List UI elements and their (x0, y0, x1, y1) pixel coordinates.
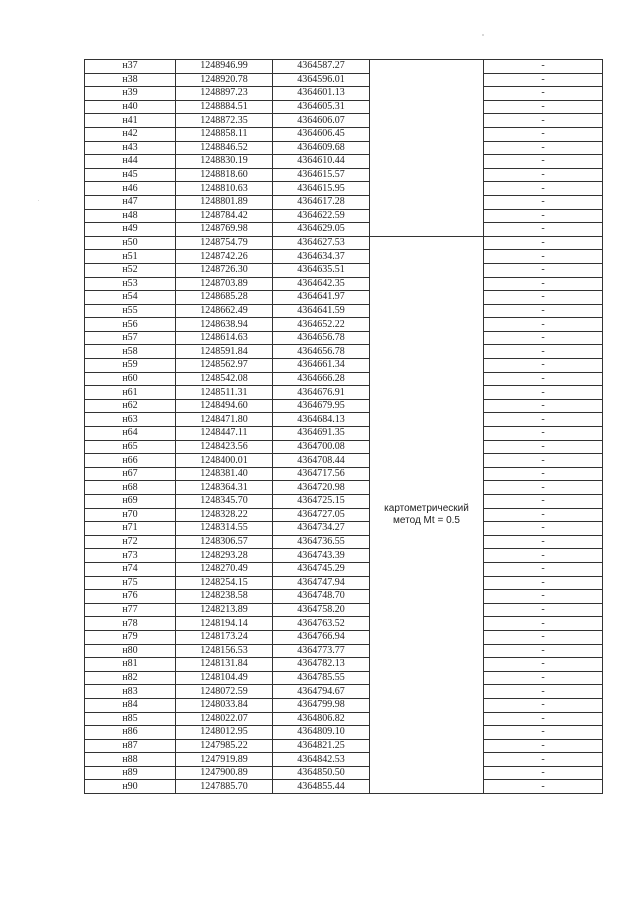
dash-cell: - (484, 209, 603, 223)
point-name-cell: н85 (85, 712, 176, 726)
y-coordinate-cell: 4364821.25 (273, 739, 370, 753)
x-coordinate-cell: 1248270.49 (176, 562, 273, 576)
y-coordinate-cell: 4364622.59 (273, 209, 370, 223)
table-row (85, 671, 603, 685)
point-name-cell: н86 (85, 726, 176, 740)
x-coordinate-cell: 1248562.97 (176, 359, 273, 373)
dash-cell: - (484, 522, 603, 536)
x-coordinate-cell: 1248104.49 (176, 671, 273, 685)
dash-cell: - (484, 753, 603, 767)
dash-cell: - (484, 617, 603, 631)
point-name-cell: н90 (85, 780, 176, 794)
point-name-cell: н62 (85, 399, 176, 413)
x-coordinate-cell: 1247985.22 (176, 739, 273, 753)
x-coordinate-cell: 1248511.31 (176, 386, 273, 400)
dash-cell: - (484, 141, 603, 155)
x-coordinate-cell: 1248858.11 (176, 127, 273, 141)
table-row (85, 372, 603, 386)
y-coordinate-cell: 4364684.13 (273, 413, 370, 427)
x-coordinate-cell: 1248022.07 (176, 712, 273, 726)
dash-cell: - (484, 726, 603, 740)
dash-cell: - (484, 195, 603, 209)
point-name-cell: н83 (85, 685, 176, 699)
x-coordinate-cell: 1248784.42 (176, 209, 273, 223)
y-coordinate-cell: 4364635.51 (273, 263, 370, 277)
table-row (85, 209, 603, 223)
x-coordinate-cell: 1248685.28 (176, 291, 273, 305)
x-coordinate-cell: 1248818.60 (176, 168, 273, 182)
dash-cell: - (484, 372, 603, 386)
point-name-cell: н48 (85, 209, 176, 223)
x-coordinate-cell: 1248754.79 (176, 236, 273, 250)
dash-cell: - (484, 535, 603, 549)
table-row (85, 291, 603, 305)
table-row (85, 698, 603, 712)
y-coordinate-cell: 4364806.82 (273, 712, 370, 726)
y-coordinate-cell: 4364606.45 (273, 127, 370, 141)
point-name-cell: н76 (85, 590, 176, 604)
table-row (85, 155, 603, 169)
dash-cell: - (484, 291, 603, 305)
y-coordinate-cell: 4364642.35 (273, 277, 370, 291)
x-coordinate-cell: 1248194.14 (176, 617, 273, 631)
y-coordinate-cell: 4364763.52 (273, 617, 370, 631)
y-coordinate-cell: 4364601.13 (273, 87, 370, 101)
point-name-cell: н44 (85, 155, 176, 169)
dash-cell: - (484, 427, 603, 441)
y-coordinate-cell: 4364634.37 (273, 250, 370, 264)
table-row (85, 644, 603, 658)
y-coordinate-cell: 4364794.67 (273, 685, 370, 699)
x-coordinate-cell: 1248703.89 (176, 277, 273, 291)
point-name-cell: н64 (85, 427, 176, 441)
table-row (85, 495, 603, 509)
y-coordinate-cell: 4364850.50 (273, 766, 370, 780)
y-coordinate-cell: 4364747.94 (273, 576, 370, 590)
dash-cell: - (484, 331, 603, 345)
table-row (85, 726, 603, 740)
point-name-cell: н84 (85, 698, 176, 712)
table-row (85, 467, 603, 481)
y-coordinate-cell: 4364700.08 (273, 440, 370, 454)
dash-cell: - (484, 603, 603, 617)
table-row (85, 508, 603, 522)
dash-cell: - (484, 318, 603, 332)
table-row (85, 100, 603, 114)
point-name-cell: н61 (85, 386, 176, 400)
y-coordinate-cell: 4364727.05 (273, 508, 370, 522)
table-row (85, 753, 603, 767)
x-coordinate-cell: 1248131.84 (176, 658, 273, 672)
table-row (85, 522, 603, 536)
y-coordinate-cell: 4364610.44 (273, 155, 370, 169)
point-name-cell: н72 (85, 535, 176, 549)
table-row (85, 766, 603, 780)
table-row (85, 481, 603, 495)
y-coordinate-cell: 4364758.20 (273, 603, 370, 617)
y-coordinate-cell: 4364609.68 (273, 141, 370, 155)
point-name-cell: н68 (85, 481, 176, 495)
dash-cell: - (484, 73, 603, 87)
dash-cell: - (484, 630, 603, 644)
x-coordinate-cell: 1248884.51 (176, 100, 273, 114)
y-coordinate-cell: 4364656.78 (273, 331, 370, 345)
table-row (85, 236, 603, 250)
point-name-cell: н65 (85, 440, 176, 454)
dash-cell: - (484, 263, 603, 277)
x-coordinate-cell: 1248364.31 (176, 481, 273, 495)
y-coordinate-cell: 4364842.53 (273, 753, 370, 767)
x-coordinate-cell: 1248306.57 (176, 535, 273, 549)
table-row (85, 250, 603, 264)
x-coordinate-cell: 1248423.56 (176, 440, 273, 454)
dash-cell: - (484, 236, 603, 250)
x-coordinate-cell: 1248254.15 (176, 576, 273, 590)
y-coordinate-cell: 4364809.10 (273, 726, 370, 740)
method-text-line1: картометрический (384, 502, 469, 514)
point-name-cell: н74 (85, 562, 176, 576)
y-coordinate-cell: 4364617.28 (273, 195, 370, 209)
x-coordinate-cell: 1248314.55 (176, 522, 273, 536)
dash-cell: - (484, 562, 603, 576)
dash-cell: - (484, 658, 603, 672)
point-name-cell: н49 (85, 223, 176, 237)
x-coordinate-cell: 1248742.26 (176, 250, 273, 264)
point-name-cell: н39 (85, 87, 176, 101)
dash-cell: - (484, 100, 603, 114)
method-cell (370, 236, 484, 793)
dash-cell: - (484, 698, 603, 712)
y-coordinate-cell: 4364766.94 (273, 630, 370, 644)
table-row (85, 182, 603, 196)
y-coordinate-cell: 4364661.34 (273, 359, 370, 373)
table-row (85, 658, 603, 672)
point-name-cell: н89 (85, 766, 176, 780)
y-coordinate-cell: 4364615.57 (273, 168, 370, 182)
point-name-cell: н52 (85, 263, 176, 277)
x-coordinate-cell: 1247919.89 (176, 753, 273, 767)
x-coordinate-cell: 1248156.53 (176, 644, 273, 658)
point-name-cell: н69 (85, 495, 176, 509)
point-name-cell: н38 (85, 73, 176, 87)
table-row (85, 277, 603, 291)
x-coordinate-cell: 1248542.08 (176, 372, 273, 386)
table-row (85, 576, 603, 590)
point-name-cell: н82 (85, 671, 176, 685)
dash-cell: - (484, 114, 603, 128)
table-row (85, 617, 603, 631)
table-row (85, 386, 603, 400)
dash-cell: - (484, 413, 603, 427)
point-name-cell: н59 (85, 359, 176, 373)
dash-cell: - (484, 250, 603, 264)
y-coordinate-cell: 4364708.44 (273, 454, 370, 468)
x-coordinate-cell: 1248872.35 (176, 114, 273, 128)
table-row (85, 263, 603, 277)
point-name-cell: н60 (85, 372, 176, 386)
x-coordinate-cell: 1248012.95 (176, 726, 273, 740)
x-coordinate-cell: 1248801.89 (176, 195, 273, 209)
x-coordinate-cell: 1248293.28 (176, 549, 273, 563)
point-name-cell: н50 (85, 236, 176, 250)
table-row (85, 413, 603, 427)
point-name-cell: н75 (85, 576, 176, 590)
x-coordinate-cell: 1248897.23 (176, 87, 273, 101)
dash-cell: - (484, 481, 603, 495)
table-row (85, 114, 603, 128)
x-coordinate-cell: 1248846.52 (176, 141, 273, 155)
y-coordinate-cell: 4364641.59 (273, 304, 370, 318)
point-name-cell: н67 (85, 467, 176, 481)
dash-cell: - (484, 182, 603, 196)
y-coordinate-cell: 4364691.35 (273, 427, 370, 441)
table-row (85, 780, 603, 794)
table-row (85, 127, 603, 141)
x-coordinate-cell: 1248072.59 (176, 685, 273, 699)
point-name-cell: н58 (85, 345, 176, 359)
point-name-cell: н88 (85, 753, 176, 767)
table-row (85, 359, 603, 373)
table-row (85, 318, 603, 332)
point-name-cell: н42 (85, 127, 176, 141)
y-coordinate-cell: 4364629.05 (273, 223, 370, 237)
y-coordinate-cell: 4364785.55 (273, 671, 370, 685)
point-name-cell: н41 (85, 114, 176, 128)
point-name-cell: н70 (85, 508, 176, 522)
dash-cell: - (484, 644, 603, 658)
y-coordinate-cell: 4364717.56 (273, 467, 370, 481)
dash-cell: - (484, 155, 603, 169)
dash-cell: - (484, 60, 603, 74)
dash-cell: - (484, 345, 603, 359)
dash-cell: - (484, 576, 603, 590)
method-text-line2: метод Mt = 0.5 (393, 514, 460, 526)
y-coordinate-cell: 4364605.31 (273, 100, 370, 114)
x-coordinate-cell: 1248328.22 (176, 508, 273, 522)
point-name-cell: н51 (85, 250, 176, 264)
dash-cell: - (484, 386, 603, 400)
table-row (85, 141, 603, 155)
y-coordinate-cell: 4364734.27 (273, 522, 370, 536)
table-row (85, 712, 603, 726)
y-coordinate-cell: 4364773.77 (273, 644, 370, 658)
x-coordinate-cell: 1248238.58 (176, 590, 273, 604)
dash-cell: - (484, 127, 603, 141)
point-name-cell: н81 (85, 658, 176, 672)
x-coordinate-cell: 1248033.84 (176, 698, 273, 712)
y-coordinate-cell: 4364656.78 (273, 345, 370, 359)
y-coordinate-cell: 4364606.07 (273, 114, 370, 128)
point-name-cell: н87 (85, 739, 176, 753)
x-coordinate-cell: 1247885.70 (176, 780, 273, 794)
table-row (85, 440, 603, 454)
table-row (85, 168, 603, 182)
dash-cell: - (484, 766, 603, 780)
x-coordinate-cell: 1248400.01 (176, 454, 273, 468)
x-coordinate-cell: 1248345.70 (176, 495, 273, 509)
y-coordinate-cell: 4364596.01 (273, 73, 370, 87)
point-name-cell: н40 (85, 100, 176, 114)
table-row (85, 87, 603, 101)
y-coordinate-cell: 4364627.53 (273, 236, 370, 250)
y-coordinate-cell: 4364679.95 (273, 399, 370, 413)
y-coordinate-cell: 4364799.98 (273, 698, 370, 712)
table-row (85, 60, 603, 74)
point-name-cell: н54 (85, 291, 176, 305)
x-coordinate-cell: 1248810.63 (176, 182, 273, 196)
table-row (85, 345, 603, 359)
table-row (85, 195, 603, 209)
table-row (85, 223, 603, 237)
point-name-cell: н77 (85, 603, 176, 617)
dash-cell: - (484, 440, 603, 454)
point-name-cell: н56 (85, 318, 176, 332)
coordinates-table-body (85, 60, 603, 794)
point-name-cell: н57 (85, 331, 176, 345)
point-name-cell: н55 (85, 304, 176, 318)
point-name-cell: н66 (85, 454, 176, 468)
dash-cell: - (484, 223, 603, 237)
table-row (85, 549, 603, 563)
y-coordinate-cell: 4364666.28 (273, 372, 370, 386)
x-coordinate-cell: 1248946.99 (176, 60, 273, 74)
point-name-cell: н45 (85, 168, 176, 182)
table-row (85, 590, 603, 604)
dash-cell: - (484, 467, 603, 481)
scan-speck (38, 200, 39, 201)
dash-cell: - (484, 712, 603, 726)
method-cell-empty (370, 60, 484, 237)
dash-cell: - (484, 671, 603, 685)
x-coordinate-cell: 1248213.89 (176, 603, 273, 617)
table-row (85, 304, 603, 318)
y-coordinate-cell: 4364720.98 (273, 481, 370, 495)
y-coordinate-cell: 4364748.70 (273, 590, 370, 604)
dash-cell: - (484, 590, 603, 604)
y-coordinate-cell: 4364676.91 (273, 386, 370, 400)
dash-cell: - (484, 87, 603, 101)
scan-speck (482, 34, 484, 36)
x-coordinate-cell: 1248494.60 (176, 399, 273, 413)
table-row (85, 73, 603, 87)
x-coordinate-cell: 1248662.49 (176, 304, 273, 318)
point-name-cell: н63 (85, 413, 176, 427)
dash-cell: - (484, 739, 603, 753)
dash-cell: - (484, 780, 603, 794)
x-coordinate-cell: 1248614.63 (176, 331, 273, 345)
table-row (85, 399, 603, 413)
x-coordinate-cell: 1248830.19 (176, 155, 273, 169)
dash-cell: - (484, 454, 603, 468)
table-row (85, 535, 603, 549)
point-name-cell: н78 (85, 617, 176, 631)
dash-cell: - (484, 508, 603, 522)
point-name-cell: н43 (85, 141, 176, 155)
dash-cell: - (484, 549, 603, 563)
point-name-cell: н73 (85, 549, 176, 563)
point-name-cell: н47 (85, 195, 176, 209)
table-row (85, 454, 603, 468)
dash-cell: - (484, 359, 603, 373)
point-name-cell: н37 (85, 60, 176, 74)
dash-cell: - (484, 399, 603, 413)
point-name-cell: н80 (85, 644, 176, 658)
table-row (85, 630, 603, 644)
x-coordinate-cell: 1248173.24 (176, 630, 273, 644)
table-row (85, 739, 603, 753)
y-coordinate-cell: 4364743.39 (273, 549, 370, 563)
table-row (85, 427, 603, 441)
dash-cell: - (484, 495, 603, 509)
y-coordinate-cell: 4364855.44 (273, 780, 370, 794)
point-name-cell: н71 (85, 522, 176, 536)
x-coordinate-cell: 1248381.40 (176, 467, 273, 481)
y-coordinate-cell: 4364745.29 (273, 562, 370, 576)
y-coordinate-cell: 4364725.15 (273, 495, 370, 509)
dash-cell: - (484, 277, 603, 291)
dash-cell: - (484, 685, 603, 699)
x-coordinate-cell: 1248769.98 (176, 223, 273, 237)
y-coordinate-cell: 4364782.13 (273, 658, 370, 672)
table-row (85, 685, 603, 699)
coordinates-table (84, 59, 603, 794)
x-coordinate-cell: 1248471.80 (176, 413, 273, 427)
x-coordinate-cell: 1248591.84 (176, 345, 273, 359)
point-name-cell: н79 (85, 630, 176, 644)
dash-cell: - (484, 304, 603, 318)
x-coordinate-cell: 1247900.89 (176, 766, 273, 780)
y-coordinate-cell: 4364615.95 (273, 182, 370, 196)
x-coordinate-cell: 1248447.11 (176, 427, 273, 441)
dash-cell: - (484, 168, 603, 182)
point-name-cell: н46 (85, 182, 176, 196)
x-coordinate-cell: 1248638.94 (176, 318, 273, 332)
table-row (85, 562, 603, 576)
table-row (85, 331, 603, 345)
y-coordinate-cell: 4364641.97 (273, 291, 370, 305)
y-coordinate-cell: 4364652.22 (273, 318, 370, 332)
x-coordinate-cell: 1248726.30 (176, 263, 273, 277)
y-coordinate-cell: 4364587.27 (273, 60, 370, 74)
table-row (85, 603, 603, 617)
y-coordinate-cell: 4364736.55 (273, 535, 370, 549)
point-name-cell: н53 (85, 277, 176, 291)
x-coordinate-cell: 1248920.78 (176, 73, 273, 87)
